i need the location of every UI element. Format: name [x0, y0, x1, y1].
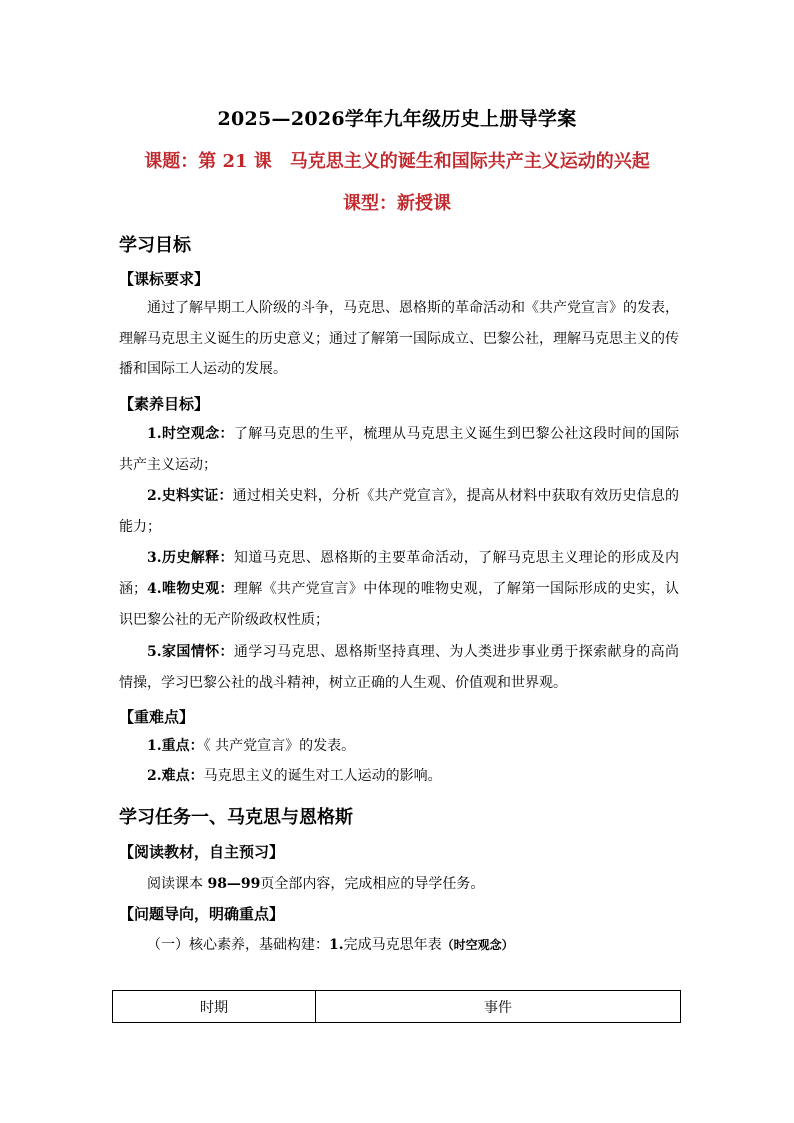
curriculum-text: 通过了解早期工人阶级的斗争，马克思、恩格斯的革命活动和《共产党宣言》的发表，理解马克思主义诞生的历史意义；通过了解第一国际成立、巴黎公社，理解马克思主义的传播和国际工人运动的发展。: [119, 300, 679, 377]
literacy-item-label: 2.史料实证：: [147, 488, 233, 504]
key-points-heading: 【重难点】: [119, 708, 195, 726]
literacy-item-text: 通过相关史料，分析《共产党宣言》，提高从材料中获取有效历史信息的能力；: [119, 488, 679, 535]
literacy-item-text: 了解马克思的生平，梳理从马克思主义诞生到巴黎公社这段时间的国际共产主义运动；: [119, 426, 680, 473]
objectives-heading: 学习目标: [119, 235, 191, 256]
key-point-item: [119, 731, 679, 762]
key-point-label: 1.重点：: [147, 738, 204, 754]
timeline-table: [112, 990, 681, 1023]
guide-line-paren: （时空观念）: [441, 938, 514, 952]
key-point-text: 马克思主义的诞生对工人运动的影响。: [203, 768, 442, 784]
task1-heading: 学习任务一、马克思与恩格斯: [119, 807, 353, 828]
key-point-text: 《 共产党宣言》的发表。: [203, 738, 356, 754]
key-point-item: [119, 761, 679, 792]
literacy-item: [119, 419, 679, 480]
lesson-subtitle: 课题：第 21 课 马克思主义的诞生和国际共产主义运动的兴起: [144, 151, 650, 172]
literacy-item-label: 5.家国情怀：: [147, 644, 234, 660]
curriculum-heading: 【课标要求】: [119, 270, 210, 288]
literacy-item-label: 4.唯物史观：: [147, 581, 234, 597]
reading-pages: 98—99: [207, 876, 261, 892]
literacy-item-label: 3.历史解释：: [147, 550, 234, 566]
literacy-item-text: 通学习马克思、恩格斯坚持真理、为人类进步事业勇于探索献身的高尚情操，学习巴黎公社的战斗精神，树立正确的人生观、价值观和世界观。: [119, 644, 680, 691]
key-point-label: 2.难点：: [147, 768, 204, 784]
literacy-item: [119, 574, 679, 635]
guide-heading: 【问题导向，明确重点】: [119, 905, 285, 923]
reading-instruction: [147, 873, 484, 893]
table-header-row: [113, 991, 681, 1023]
literacy-item: [119, 637, 679, 698]
lesson-type: 课型：新授课: [343, 193, 451, 214]
guide-line-number: 1.: [329, 937, 344, 953]
guide-line-rest: 完成马克思年表: [343, 937, 442, 953]
literacy-item-text: 知道马克思、恩格斯的主要革命活动，了解马克思主义理论的形成及内涵；: [119, 550, 680, 597]
reading-text-after: 页全部内容，完成相应的导学任务。: [260, 876, 485, 892]
literacy-heading: 【素养目标】: [119, 395, 210, 413]
reading-heading: 【阅读教材，自主预习】: [119, 843, 285, 861]
guide-line-text: （一）核心素养，基础构建：: [147, 937, 329, 953]
column-header-event: 事件: [316, 991, 681, 1023]
literacy-item-label: 1.时空观念：: [147, 426, 234, 442]
guide-line: [147, 934, 514, 954]
column-header-period: 时期: [113, 991, 316, 1023]
page-title: 2025—2026学年九年级历史上册导学案: [217, 108, 577, 130]
literacy-item: [119, 481, 679, 542]
literacy-item-text: 理解《共产党宣言》中体现的唯物史观，了解第一国际形成的史实，认识巴黎公社的无产阶级政权性质；: [119, 581, 680, 628]
reading-text-before: 阅读课本: [147, 876, 208, 892]
